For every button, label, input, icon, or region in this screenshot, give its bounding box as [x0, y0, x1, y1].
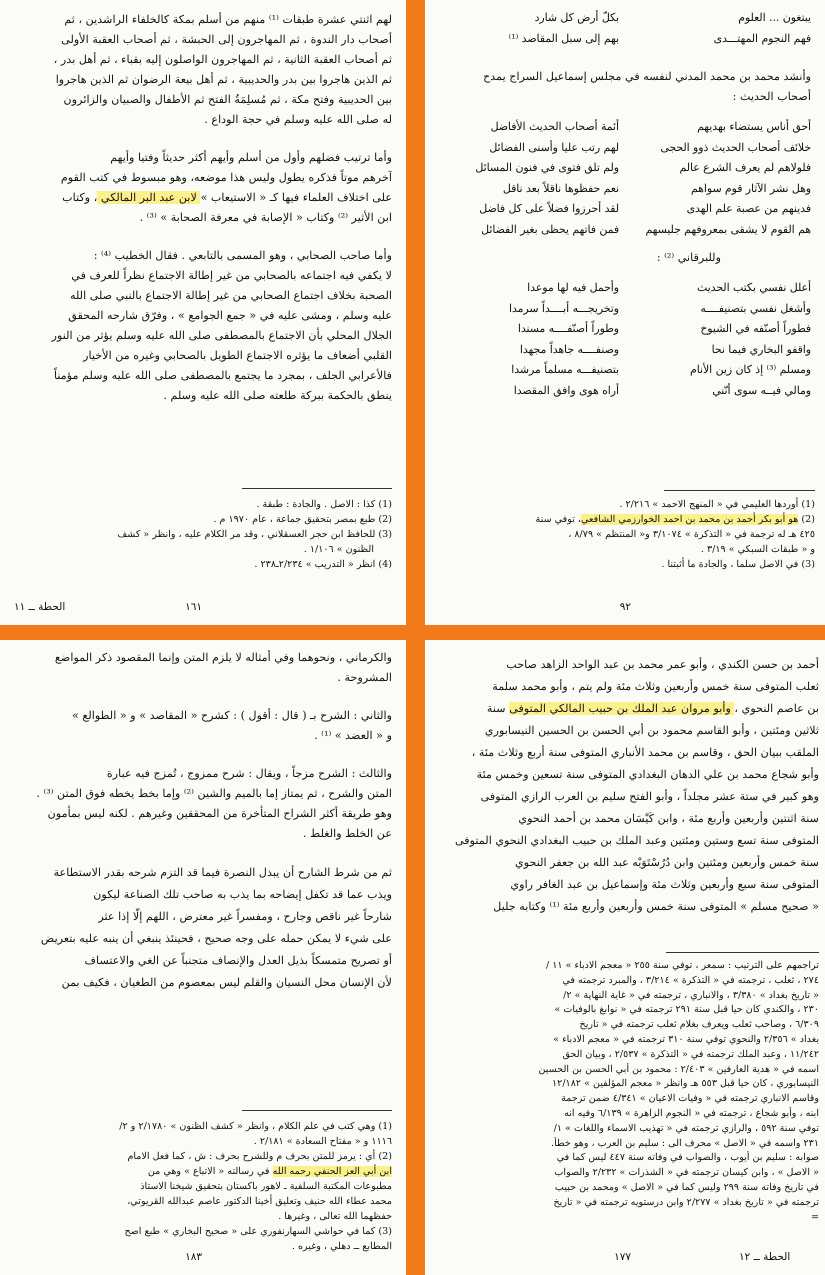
- verse-hemistich: خلائف أصحاب الحديث ذوو الحجى: [660, 140, 811, 154]
- footnote-line: ٢٧٤ ، ثعلب ، ترجمته في « التذكرة » ٣/٢١٤ ، والمبرد ترجمته في: [562, 974, 819, 986]
- text-line: والثالث : الشرح مزجاً ، ويقال : شرح ممزوج ، تُمزج فيه عبارة: [106, 767, 392, 780]
- footnote-rule: [242, 1110, 392, 1111]
- text-line: لهم اثنتي عشرة طبقات ⁽¹⁾ منهم من أسلم بمكة كالخلفاء الراشدين ، ثم: [64, 13, 392, 26]
- text-line: أحمد بن حسن الكندي ، وأبو عمر محمد بن عبد الواحد الزاهد صاحب: [506, 658, 819, 671]
- text-line: ثم الذين هاجروا بين بدر والحديبية ، ثم أهل بيعة الرضوان ثم الذين هاجروا: [55, 73, 392, 86]
- paragraph-second-method: [18, 706, 392, 746]
- text-line: وأبو شجاع محمد بن علي الدهان البغدادي المتوفى سنة تسعين وخمس مئة: [476, 768, 819, 781]
- page-footer: [439, 1251, 811, 1269]
- footnote-line: النيسابوري ، كان حيا قبل ٥٥٣ هـ وانظر « معجم المؤلفين » ١٢/١٨٢: [552, 1078, 819, 1090]
- footnote-line: (1) كذا : الاصل . والجادة : طبقة .: [256, 499, 392, 510]
- text-line: المتوفى سنة سبع وأربعين وثلاث مئة وإسماعيل بن عبد الغافر راوي: [510, 878, 819, 891]
- footnote-line: « الاصل » ، وابن كيسان ترجمته في « الشذرات » ٢/٢٣٢ والصواب: [554, 1167, 819, 1179]
- footnote-line: ٦/٣٠٩ ، وصاحب ثعلب ويعرف بغلام ثعلب ترجمته في « تاريخ: [579, 1019, 819, 1031]
- text-line: و « العضد » ⁽¹⁾ .: [314, 729, 392, 742]
- text-line-highlighted: [437, 698, 819, 720]
- footnote-line: « تاريخ بغداد » ٣/٣٨٠ ، والانباري ، ترجمته في « غاية النهاية » ٢/: [563, 989, 819, 1001]
- verse-hemistich: وطوراً أصنّفــــه مسندا: [517, 322, 619, 335]
- verse-hemistich: وأشغل نفسي بتصنيفــــه: [700, 301, 811, 315]
- text-line: وهو طريقة أكثر الشراح المتأخرة من المحققين وغيرهم . لكنه ليس بمأمون: [47, 807, 392, 820]
- footnote-line: ٤٢٥ هـ له ترجمة في « التذكرة » ٣/١٠٧٤ و« المنتظم » ٨/٧٩ ،: [568, 529, 815, 540]
- footnote-line: حفظهما الله تعالى ، وغيرها .: [278, 1211, 392, 1222]
- footnote-line: (4) انظر « التدريب » ٢/٢٣٤ـ٢٣٨ .: [254, 559, 392, 570]
- text-line: القلبي أضعاف ما يؤثره الاجتماع الطويل بالصحابي وغيره من الأخيار: [83, 349, 392, 362]
- highlight-ibn-abi-al-izz: ابن أبي العز الحنفي رحمه الله: [272, 1166, 392, 1177]
- footnote-line: ٢٣٠ ، والكندي كان حيا قبل سنة ٢٩١ ترجمته في « نوابغ بالوفيات »: [554, 1004, 819, 1016]
- text-fragment: (2): [798, 514, 815, 525]
- text-line: ينطق بالحكمة ببركة طلعته صلى الله عليه وسلم .: [163, 389, 392, 402]
- footnote-line: تراجمهم على الترتيب : سمعر ، توفي سنة ٢٥٥ « معجم الادباء » ١١ /: [545, 960, 819, 971]
- text-line: شارحاً غير ناقص وجارح ، ومفسراً غير معترض ، اللهم إلّا إذا عثر: [98, 910, 392, 923]
- text-line: لا يكفي فيه اجتماعه بالصحابي من غير إطالة الاجتماع نظراً للعرف في: [71, 269, 392, 282]
- highlight-ibn-abd-al-barr: لابن عبد البر المالكي: [97, 191, 201, 204]
- paragraph-third-method: [18, 764, 392, 844]
- footnote-line: (1) أوردها العليمي في « المنهج الاحمد » ٢/٢١٦ .: [619, 499, 815, 510]
- footnote-line: في تاريخ وفاته سنة ٢٩٩ وليس كما في « الاصل » ومحمد بن حبيب: [554, 1181, 819, 1193]
- verse-hemistich: هم القوم لا يشقى بمعروفهم جليسهم: [645, 222, 811, 236]
- footnote-line: (2) أي : يرمز للمتن بحرف م وللشرح بحرف : ش ، كما فعل الامام: [127, 1151, 392, 1162]
- footnote-line: ٢٣١ واسمه في « الاصل » محرف الى : سليم بن العرب ، وهو خطأ.: [551, 1137, 819, 1149]
- intro-barqani: وللبرقاني ⁽²⁾ :: [656, 251, 721, 264]
- text-line: على شيء لا يمكن حمله على وجه صحيح ، فحينئذ ينبغي أن ينبه عليه بتعريض: [40, 932, 392, 945]
- footnote-line: ١١١٦ و « مفتاح السعادة » ٢/١٨١ .: [253, 1136, 392, 1147]
- text-line: المتن والشرح ، ثم يمتاز إما بالميم والشين ⁽²⁾ وإما بخط يخطه فوق المتن ⁽³⁾ .: [36, 787, 392, 800]
- page-bottom-right: [425, 640, 825, 1275]
- text-line: ثعلب المتوفى سنة خمس وأربعين وثلاث مئة ولم يتم ، وأبو محمد سلمة: [492, 680, 819, 693]
- footnote-line-highlighted: [437, 512, 815, 527]
- verse-hemistich: لهم رتب عليا وأسنى الفضائل: [489, 140, 619, 154]
- text-line-highlighted: [18, 188, 392, 208]
- text-fragment: ، وكتاب: [62, 191, 98, 204]
- footnote-line: =: [810, 1211, 819, 1223]
- text-line: أصحاب دار الندوة ، ثم المهاجرون إلى الحبشة ، ثم أصحاب العقبة الأولى: [61, 33, 392, 46]
- text-line: ويذب عما قد تكفل إيضاحه بما يذب به صاحب تلك الصناعة ليكون: [93, 888, 392, 901]
- text-line: وأنشد محمد بن محمد المدني لنفسه في مجلس إسماعيل السراج يمدح: [483, 70, 811, 83]
- text-line: ثم أصحاب العقبة الثانية ، ثم المهاجرون الواصلون إليه بقباء ، ثم أهل بدر ،: [53, 53, 392, 66]
- footnote-line: ابنه ، وأبو شجاع ، ترجمته في « النجوم الزاهرة » ٦/١٣٩ وفيه انه: [564, 1107, 819, 1119]
- paragraph-tabii: [18, 246, 392, 406]
- text-fragment: ، توفي سنة: [535, 514, 582, 525]
- footnote-line: مطبوعات المكتبة السلفية ـ لاهور باكستان بتحقيق شيخنا الاستاذ: [140, 1181, 392, 1192]
- verse-hemistich: يبتغون ... العلوم: [738, 11, 811, 24]
- text-line: الملقب ببيان الحق ، وقاسم بن محمد الأنباري المتوفى سنة أربع وثلاث مئة ،: [471, 746, 819, 759]
- footnote-line: (3) في الاصل سلما ، والجادة ما أثبتنا .: [661, 559, 815, 570]
- text-line: وأما ترتيب فضلهم وأول من أسلم وأيهم أكثر حديثاً وفتيا وأيهم: [110, 151, 392, 164]
- footnote-line: وقاسم الانباري ترجمته في « وفيات الاعيان » ٤/٣٤١ ضمن ترجمة: [561, 1093, 819, 1105]
- poem-barqani: [441, 278, 811, 401]
- text-line: ثم من شرط الشارح أن يبذل النصرة فيما قد التزم شرحه بقدر الاستطاعة: [53, 866, 392, 879]
- text-line: المشروحة .: [337, 671, 392, 684]
- verse-hemistich: وتخريجـــه أبــــداً سرمدا: [508, 301, 619, 315]
- paragraph-commentators-list: [437, 654, 819, 918]
- text-fragment: سنة: [486, 702, 510, 715]
- page-number: ٩٢: [619, 601, 631, 613]
- text-line: عليه وسلم ، ومشى عليه في « جمع الجوامع » ، وفرّق شارحه المحقق: [68, 309, 392, 322]
- footnote-line: توفي سنة ٥٩٢ ، والرازي ترجمته في « تهذيب الاسماء واللغات » ١/: [553, 1122, 819, 1134]
- verse-hemistich: بكلّ أرض كل شارد: [534, 11, 619, 24]
- verse-hemistich: وهل نشر الآثار قوم سواهم: [691, 181, 811, 195]
- text-line: أصحاب الحديث :: [732, 90, 811, 103]
- signature-mark: الحطة ــ ١١: [14, 601, 66, 613]
- footnotes: [437, 959, 819, 1225]
- page-footer: [439, 601, 811, 619]
- footnote-rule: [666, 952, 819, 953]
- page-top-left: [0, 0, 406, 625]
- text-line: الجلال المحلي بأن الاجتماع بالمصطفى صلى الله عليه وسلم يؤثر من النور: [51, 329, 392, 342]
- page-footer: [14, 601, 392, 619]
- footnote-line: الظنون » ١/١٠٦ .: [303, 544, 374, 555]
- footnote-line: المطابع ــ دهلي ، وغيره .: [291, 1241, 392, 1252]
- text-fragment: في رسالته « الاتباع » وهي من: [147, 1166, 273, 1177]
- verse-hemistich: أراه هوى وافق المقصدا: [513, 383, 619, 397]
- text-line: وأما صاحب الصحابي ، وهو المسمى بالتابعي . فقال الخطيب ⁽⁴⁾ :: [93, 249, 392, 262]
- text-fragment: على اختلاف العلماء فيها كـ « الاستيعاب »: [200, 191, 392, 204]
- footnotes: [437, 497, 815, 572]
- verse-hemistich: وأحمل فيه لها موعدا: [527, 281, 619, 294]
- text-line: أو تصريح متمسكاً بذيل العدل والإنصاف متجنباً عن الغي والاعتساف: [84, 954, 392, 967]
- footnotes: [18, 497, 392, 572]
- verse-hemistich: أئمة أصحاب الحديث الأفاضل: [490, 120, 619, 133]
- verse-hemistich: واقفو البخاري فيما نحا: [711, 342, 811, 356]
- footnote-rule: [242, 488, 392, 489]
- text-line: ابن الأثير ⁽²⁾ وكتاب « الإصابة في معرفة الصحابة » ⁽³⁾ .: [139, 211, 392, 224]
- verse-hemistich: فهم النجوم المهتـــدى: [713, 31, 811, 45]
- footnote-line-highlighted: [18, 1164, 392, 1179]
- intro-madani: [441, 67, 811, 107]
- text-line: ثلاثين ومئتين ، وأبو القاسم محمود بن أبي الحسن بن الحسين النيسابوري: [484, 724, 819, 737]
- page-number: ١٧٧: [614, 1251, 631, 1263]
- footnote-line: ١١/٢٤٢ ، وعبد الملك ترجمته في « التذكرة » ٢/٥٣٧ ، وبيان الحق: [562, 1048, 819, 1060]
- footnote-line: اسمه في « هدية العارفين » ٢/٤٠٣ : محمود بن أبي الحسن بن الحسين: [538, 1063, 819, 1075]
- verse-hemistich: لقد أحرزوا فضلاً على كل فاضل: [479, 202, 619, 215]
- footnote-rule: [664, 490, 815, 491]
- paragraph-first-method: [18, 648, 392, 688]
- page-number: ١٨٣: [185, 1251, 202, 1263]
- text-line: سنة خمس وأربعين ومئتين وابن دُرُسْتَوَيْه عبد الله بن جعفر النحوي: [514, 856, 819, 869]
- verse-hemistich: وصنفــــه جاهداً مجهدا: [519, 342, 619, 356]
- text-line: المتوفى سنة تسع وستين ومئتين وعبد الملك بن حبيب البغدادي النحوي المتوفى: [454, 834, 819, 847]
- verse-hemistich: أحق أناس يستضاء بهديهم: [697, 120, 811, 133]
- paragraph-tartib: [18, 148, 392, 228]
- poem-ahl-al-hadith: [441, 117, 811, 240]
- text-line: « صحيح مسلم » المتوفى سنة خمس وأربعين وأربع مئة ⁽¹⁾ وكتابه جليل: [493, 900, 819, 913]
- highlight-khwarizmi: هو أبو بكر أحمد بن محمد بن احمد الخوارزمي الشافعي: [581, 514, 799, 525]
- footnote-line: (3) للحافظ ابن حجر العسقلاني ، وقد مر الكلام عليه ، وانظر « كشف: [117, 529, 392, 540]
- verse-hemistich: فمن فاتهم يحظى بغير الفضائل: [481, 222, 619, 236]
- verse-hemistich: ومالي فيــه سوى أنّني: [712, 383, 811, 397]
- text-line: وهو كبير في ستة عشر مجلداً ، وأبو الفتح سليم بن العرب الرازي المتوفى: [480, 790, 819, 803]
- text-line: والكرماني ، ونحوهما وفي أمثاله لا يلزم المتن وإنما المقصود ذكر المواضع: [54, 651, 392, 664]
- footnote-line: (3) كما في حواشي السهارنفوري على « صحيح البخاري » طبع اصح: [124, 1226, 392, 1237]
- text-line: الصحبة بخلاف اجتماع الصحابي من غير إطالة الاجتماع بالنبي صلى الله: [69, 289, 392, 302]
- footnote-line: (2) طبع بمصر بتحقيق جماعة ، عام ١٩٧٠ م .: [213, 514, 392, 525]
- verse-hemistich: ومسلم ⁽³⁾ إذ كان زين الأنام: [690, 363, 811, 376]
- text-line: بين الحديبية وفتح مكة ، ثم مُسلِمَةُ الفتح ثم الأطفال والصبيان والزائرون: [63, 93, 392, 106]
- verse-hemistich: أعلل نفسي بكتب الحديث: [697, 281, 811, 294]
- signature-mark: الحطة ــ ١٢: [739, 1251, 791, 1263]
- page-number: ١٦١: [185, 601, 202, 613]
- verse-hemistich: نعم حفظوها ناقلاً بعد ناقل: [502, 181, 619, 195]
- verse-hemistich: ولم تلق فتوى في فنون المسائل: [475, 161, 619, 174]
- paragraph-commentator-conditions: [18, 862, 392, 994]
- verse-hemistich: فطوراً أصنّفه في الشيوخ: [700, 322, 811, 335]
- footnote-line: بغداد » ٢/٣٥٦ والنحوي توفي سنة ٣١٠ ترجمته في « معجم الادباء »: [553, 1033, 819, 1045]
- verse-hemistich: فلولاهم لم يعرف الشرع عالم: [679, 161, 811, 174]
- highlight-abd-al-malik-ibn-habib: وأبو مروان عبد الملك بن حبيب المالكي المتوفى: [509, 702, 735, 715]
- text-line: فالأعرابي الجلف ، بمجرد ما يجتمع بالمصطفى صلى الله عليه وسلم مؤمناً: [53, 369, 392, 382]
- text-line: لأن الإنسان محل النسيان والقلم ليس بمعصوم من الطغيان ، فكيف بمن: [61, 976, 392, 989]
- text-line: والثاني : الشرح بـ ( قال : أقول ) : كشرح « المقاصد » و « الطوالع »: [71, 709, 392, 722]
- footnote-line: صوابه : سليم بن أيوب ، والصواب في وفاته سنة ٤٤٧ ليس كما في: [556, 1152, 819, 1164]
- footnote-line: و « طبقات السبكي » ٣/١٩ .: [700, 544, 815, 555]
- page-footer: [14, 1251, 392, 1269]
- footnote-line: محمد عطاء الله حنيف وتعليق أخينا الدكتور عاصم عبدالله القريوتي،: [127, 1196, 392, 1207]
- paragraph-tabaqat: [18, 10, 392, 130]
- text-line: له صلى الله عليه وسلم في حجة الوداع .: [204, 113, 392, 126]
- poem-scholars: [441, 8, 811, 49]
- verse-hemistich: فدينهم من عصبة علم الهدى: [686, 202, 811, 215]
- footnote-line: (1) وهي كتب في علم الكلام ، وانظر « كشف الظنون » ٢/١٧٨٠ و ٢/: [119, 1121, 392, 1132]
- verse-hemistich: بهم إلى سبل المقاصد ⁽¹⁾: [508, 31, 619, 45]
- text-fragment: بن عاصم النحوي ،: [734, 702, 819, 715]
- text-line: آخرهم موتاً فذكره يطول وليس هذا موضعه، وهو مبسوط في كتب القوم: [60, 171, 392, 184]
- page-top-right: [425, 0, 825, 625]
- verse-hemistich: بتصنيفـــه مسلماً مرشدا: [511, 363, 619, 376]
- footnotes: [18, 1119, 392, 1254]
- text-line: عن الخلط والغلط .: [302, 827, 392, 840]
- footnote-line: ترجمته في « تاريخ بغداد » ٢/٢٧٧ وابن درستويه ترجمته في « تاريخ: [553, 1196, 819, 1208]
- text-line: سنة اثنتين وأربعين وأربع مئة ، وابن كَيْسَان محمد بن أحمد النحوي: [518, 812, 819, 825]
- page-bottom-left: [0, 640, 406, 1275]
